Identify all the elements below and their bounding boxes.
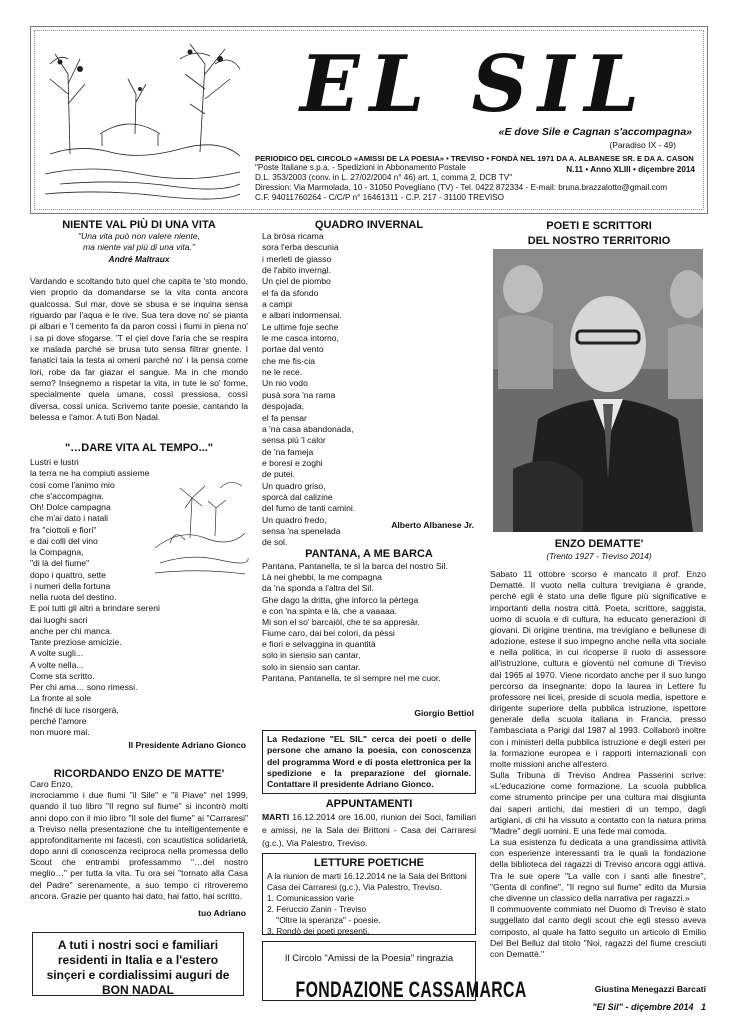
article-title-niente: NIENTE VAL PIÙ DI UNA VITA [62, 219, 216, 231]
article-title-enzo: ENZO DEMATTE' [554, 538, 644, 550]
poem-title-pantana: PANTANA, A ME BARCA [305, 548, 433, 560]
poetry-readings-line: 3. Rondò dei poeti presenti. [267, 925, 370, 936]
poetry-readings-line: A la riunion de marti 16.12.2014 ne la Sala dei Brittoni [267, 870, 467, 881]
poem-title-dare: "…DARE VITA AL TEMPO..." [65, 442, 213, 454]
sponsor-thanks-line: Il Circolo "Amissi de la Poesia" ringrazia [284, 952, 454, 964]
poem-title-quadro: QUADRO INVERNAL [314, 219, 424, 231]
poetry-readings-line: 2. Feruccio Zanin - Treviso [267, 903, 367, 914]
article-body-ricordando: Caro Enzo, incrociammo i due fiumi "il Sile" e "il Piave" nel 1999, quando il tuo libro "Il regno sul fiume" si incontrò molti anni dopo con il mio libro "Il sole del fiume" ai "Carraresi" a Treviso nella presentazione che tu intelligentemente e approfonditamente mi facesti, con scautistica solidarietà, dopo anni di conoscenza reciproca nella promessa dello Scout che entrambi professammo "…del nostro meglio…" per tutta la vita. Tu ora sei "tornato alla Casa del Padre" serenamente, a suo tempo ci ritroveremo ancora. Grazie per quanto hai dato, hai fatto, hai scritto. [30, 779, 248, 901]
poetry-readings-title: LETTURE POETICHE [313, 856, 424, 869]
appointments-title: APPUNTAMENTI [325, 798, 413, 810]
postal-line: "Poste Italiane s.p.a. - Spedizioni in Abbonamento Postale [255, 163, 466, 172]
editorial-notice-box: La Redazione "EL SIL" cerca dei poeti o delle persone che amano la poesia, con conoscenza del programma Word e di posta elettronica per la spedizione e la preparazione del giornale. Contattare il presidente Adriano Gionco. [262, 730, 476, 794]
appointments-lead: MARTI [262, 812, 290, 822]
postal-line: D.L. 353/2003 (conv. in L. 27/02/2004 n° 46) art. 1, comma 2, DCB TV" [255, 173, 513, 182]
article-title-ricordando: RICORDANDO ENZO DE MATTE' [53, 768, 225, 780]
epigraph-author: André Maltraux [108, 254, 170, 264]
appointments-text [262, 811, 476, 850]
article-body-enzo: Sabato 11 ottobre scorso è mancato il prof. Enzo Demattè. Il vuoto nella cultura trevigiana è grande, perché egli è stato una delle figure più significative e importanti della nostra città. Poeta, scrittore, saggista, uomo di scuola e di cultura, ha educato generazioni di giovani. Di origine trentina, ma trevigiano e bellunese di adozione, estese il suo impegno anche nella vita sociale e nella politica, in cui ricoperse il ruolo di assessore all'istruzione, cultura e gioventù nel comune di Treviso dal 1965 al 1970. Viene ricordato anche per il suo lungo percorso da insegnante: dopo la laurea in Lettere fu professore nei licei, preside di scuola media, ispettore e dirigente superiore della pubblica istruzione, ispettore generale della scuola italiana in Francia, presso l'ambasciata a Parigi dal 1987 al 1993. Collaborò inoltre con i ministeri della pubblica istruzione e degli esteri per la formazione europea e i rapporti internazionali con molte missioni anche all'estero. Sulla Tribuna di Treviso Andrea Passerini scrive: «L'educazione come formazione. La scuola pubblica come strumento principe per una cultura mai disgiunta dai saperi antichi, dai mestieri di un tempo, dagli artigiani, di chi ha vissuto a contatto con la natura prima "Madre" degli uomini. E una fede mai comoda. La sua esistenza fu dedicata a una grandissima attività con esperienze interessanti tra le quali la fondazione della biblioteca dei ragazzi di Treviso ancora oggi attiva. Tra le sue opere "La valle con i santi alle finestre", "Genta di confine", "Il regno sul fiume" edito da Mursia che divenne un classico della narrativa per ragazzi.» Il commuovente commiato nel Duomo di Treviso è stato suggellato dal canto degli scout che egli stesso aveva composto, al quale ha fatto seguito un articolo di Emilio Del Bel Belluz dal titolo "Noi, ragazzi del fiume cresciuti con Demattè." [490, 569, 706, 959]
portrait-photo [493, 249, 703, 532]
postal-line: Diression: Via Marmolada, 10 - 31050 Povegliano (TV) - Tel. 0422 872334 - E-mail: bruna.brazzalotto@gmail.com [255, 183, 668, 192]
article-signature-enzo: Giustina Menegazzi Barcati [594, 984, 706, 994]
river-sketch-illustration [40, 34, 245, 206]
page-footer: "El Sil" - diçembre 2014 1 [592, 1002, 706, 1012]
article-signature-ricordando: tuo Adriano [198, 908, 246, 918]
masthead-motto: «E dove Sile e Cagnan s'accompagna» [498, 126, 692, 138]
article-dates-enzo: (Trento 1927 - Treviso 2014) [546, 551, 652, 561]
christmas-greetings-box: A tuti i nostri soci e familiari residenti in Italia e a l'estero sinçeri e cordialissimi auguri de BON NADAL [32, 932, 244, 996]
coastal-sketch-illustration [150, 468, 250, 578]
poetry-readings-line: 1. Comunicassion varie [267, 892, 355, 903]
masthead-motto-ref: (Paradiso IX - 49) [609, 140, 676, 150]
poetry-readings-line: "Oltre la speranza" - poesie. [267, 914, 381, 925]
poem-body-dare: Lustri e lustri la terra ne ha compiuti assieme così come l'animo mio che s'accompagna. Oh! Dolce campagna che m'ai dato i natali fra "ciottoli e fiori" e dai colli del vino la Compagna, "di là del fiume" dopo i quattro, sette i numeri della fortuna nella ruota del destino. E poi tutti gli altri a brindare sereni dai luoghi sacri anche per chi manca. Tante preziose amicizie. A volte sugli... A volte nella... Come sta scritto. Per chi ama… sono rimessi. La fronte al sole finché di luce risorgerà, perché l'amore non muore mai. [30, 457, 160, 737]
postal-line: C.F. 94011760264 - C/C/P n° 16461311 - C.P. 217 - 31100 TREVISO [255, 193, 505, 202]
poem-signature-dare: Il Presidente Adriano Gionco [128, 740, 246, 750]
issue-number: N.11 • Anno XLIII • diçembre 2014 [566, 165, 695, 174]
article-body-niente: Vardando e scoltando tuto quel che capita te 'sto mondo, vien proprio da domandarse se la vita conta ancora qualcossa. Sul mar, dove se sbusa e se inquina sensa riguardo par l'aqua e le rive. Sua tera dove no' se pianta pi albari e 'l cemento fa da paron cossì i fiumi in piena no' i sa pi dove sfogarse. 'T el çiel dove l'aria che se respira xe malada parché se brusa tuto sensa filtrar gnente. I fanatici taia la testa ai omeni parché no' i la pensa come lori, robe da far giazar el sangue. Ma in che mondo semo? Insegnemo a rispetar la vita, in tute le so' forme, specialmente quela umana, cossì pressiosa, cossì diversa, cossì unica. Scrivemo tante poesie, cantando la belessa e l'amor. A tuti Bon Nadal. [30, 276, 248, 423]
poetry-readings-box [262, 853, 476, 935]
poem-signature-pantana: Giorgio Bettiol [414, 708, 474, 718]
poem-body-pantana: Pantana, Pantanella, te sì la barca del nostro Sil. Là nei ghebbi, la me compagna da 'na sponda a l'altra del Sil. Ghe dago la dritta, ghe inforco la pèrtega e con 'na spinta e là, che a vaaaaa. Mi son el so' barcaiòl, che te sa appresàr. Fiume caro, dai bei colori, da pèssi e fiori e selvaggina in quantità solo in siensio san cantar, solo in siensio san cantar. Pantana, Pantanella, te sì sempre nel me cuor. [262, 561, 448, 683]
poetry-readings-line: Casa dei Carraresi (g.c.), Via Palestro, Treviso. [267, 881, 442, 892]
publisher-line: PERIODICO DEL CIRCOLO «AMISSI DE LA POESIA» • TREVISO • FONDÀ NEL 1971 DA A. ALBANESE SR. E DA A. CASON [255, 154, 694, 163]
postal-info [255, 163, 695, 203]
appointments-detail: 16.12.2014 ore 16.00, riunion dei Soci, familiari e amissi, ne la Sala dei Brittoni - Casa dei Carraresi (g.c.), Via Palestro, Treviso. [262, 812, 476, 848]
sponsor-name: FONDAZIONE CASSAMARCA [295, 977, 527, 1003]
epigraph-quote: "Una vita può non valere niente, ma niente val più di una vita." [77, 231, 200, 253]
newspaper-title: EL SIL [300, 39, 650, 130]
poem-body-quadro: La bròsa ricama sora l'erba descunia i merleti de giasso de l'abito inverna̲l. Un çiel de piombo el fa da sfondo a campi e albari indormensai. Le ultime foje seche le me casca intorno, portae dal vento che me fis-cia ne le rece. Un nio vodo pusà sora 'na rama despojada, el fa pensar a 'na casa abandonada, sensa più 'l calor de 'na fameja e boresi e zoghi de putei. Un quadro griso, sporcà dal calizine del fumo de tanti camini. Un quadro fredo, sensa 'na spenelada de sol. [262, 231, 356, 548]
poem-signature-quadro: Alberto Albanese Jr. [391, 520, 474, 530]
section-title-poeti: POETI E SCRITTORI DEL NOSTRO TERRITORIO [527, 220, 671, 247]
sponsor-box [262, 941, 527, 1003]
